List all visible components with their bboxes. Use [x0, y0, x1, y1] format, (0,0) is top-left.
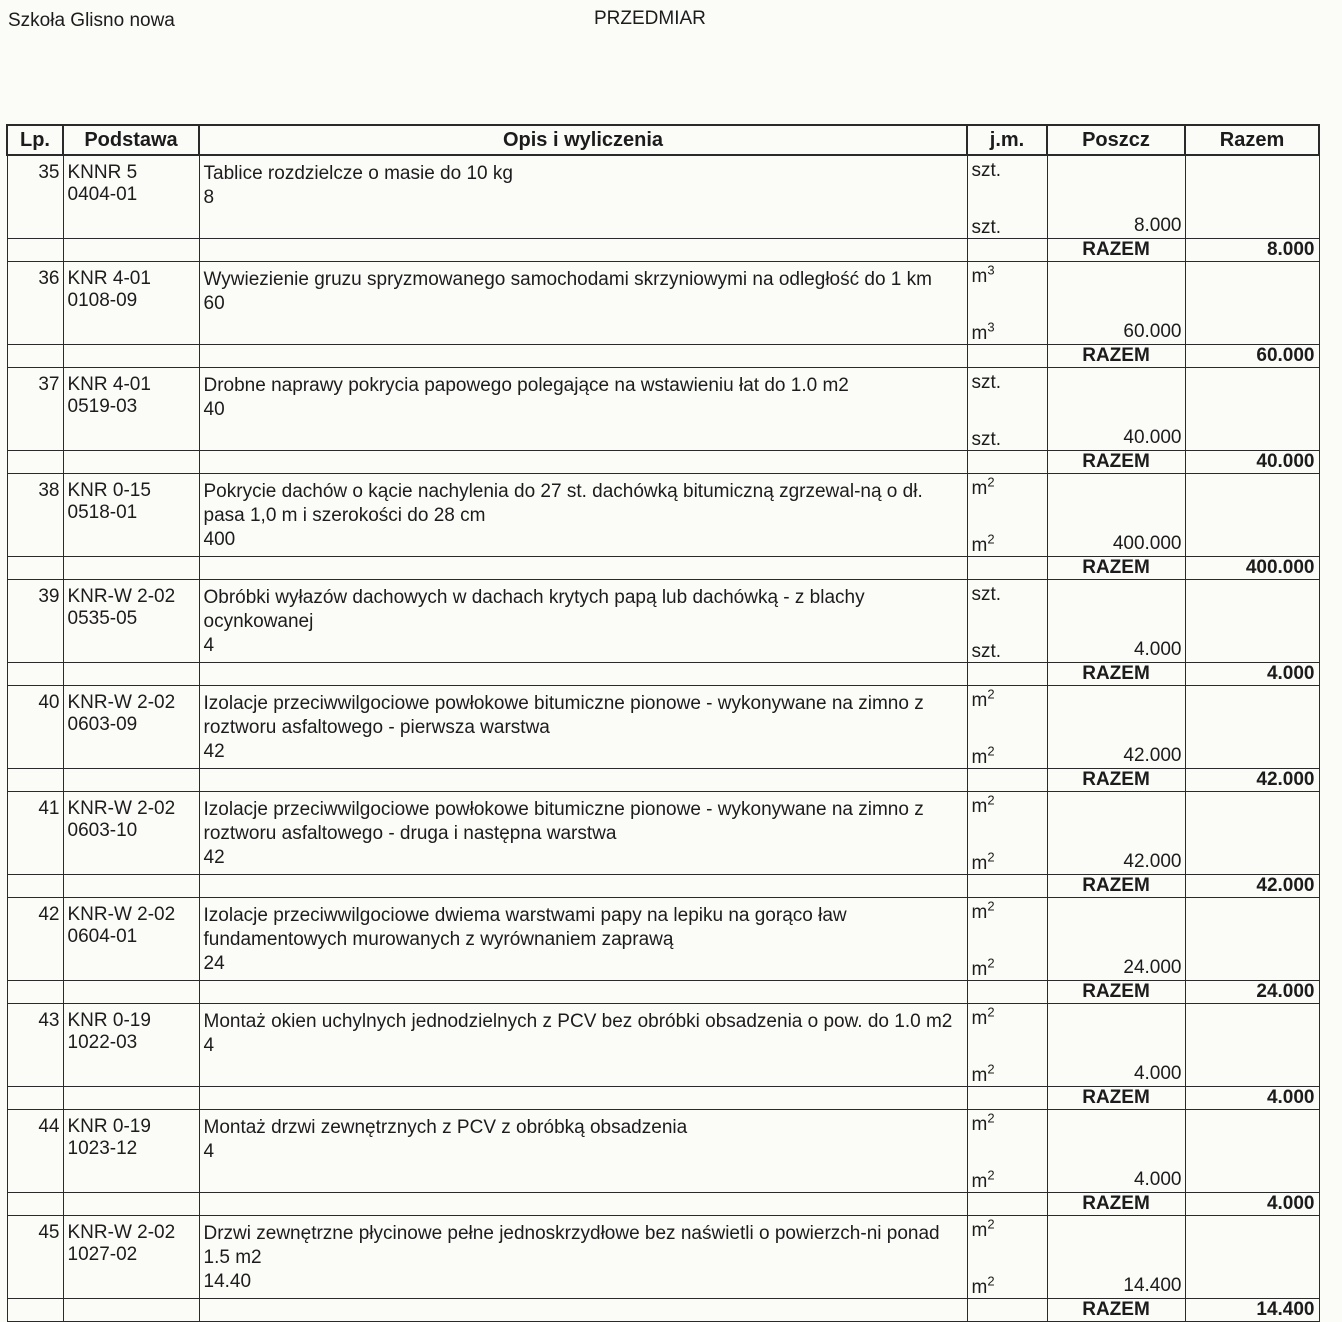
summary-label: RAZEM — [1047, 1193, 1185, 1216]
summary-label: RAZEM — [1047, 663, 1185, 686]
summary-empty — [7, 875, 63, 898]
summary-empty — [63, 875, 199, 898]
row-number: 45 — [7, 1216, 63, 1299]
poszcz-value: 8.000 — [1133, 215, 1182, 236]
row-poszcz — [1047, 686, 1185, 769]
unit-label: $m^2$ — [971, 474, 995, 499]
row-unit — [967, 1004, 1047, 1087]
row-razem-empty — [1185, 262, 1319, 345]
row-razem-empty — [1185, 1216, 1319, 1299]
row-basis — [63, 368, 199, 451]
table-row — [7, 1110, 1319, 1193]
summary-empty — [199, 981, 967, 1004]
summary-empty — [967, 1193, 1047, 1216]
unit-label: szt. — [971, 429, 1002, 450]
poszcz-value: 24.000 — [1123, 957, 1182, 978]
row-basis — [63, 898, 199, 981]
summary-empty — [199, 1087, 967, 1110]
basis-catalog: KNR 0-19 — [67, 1116, 151, 1137]
summary-label: RAZEM — [1047, 239, 1185, 262]
header-poszcz: Poszcz — [1047, 125, 1185, 155]
table-row — [7, 1004, 1319, 1087]
basis-catalog: KNR-W 2-02 — [67, 798, 176, 819]
header-podstawa: Podstawa — [63, 125, 199, 155]
unit-label: $m^2$ — [971, 743, 995, 768]
poszcz-value: 42.000 — [1123, 745, 1182, 766]
row-unit — [967, 1216, 1047, 1299]
table-row — [7, 898, 1319, 981]
row-number: 41 — [7, 792, 63, 875]
summary-empty — [63, 1193, 199, 1216]
unit-label: $m^2$ — [971, 1061, 995, 1086]
summary-row — [7, 451, 1319, 474]
row-unit — [967, 792, 1047, 875]
basis-catalog: KNR 4-01 — [67, 374, 151, 395]
summary-empty — [967, 769, 1047, 792]
row-razem-empty — [1185, 898, 1319, 981]
row-unit — [967, 898, 1047, 981]
summary-empty — [7, 1087, 63, 1110]
row-description — [199, 1110, 967, 1193]
description-text: Izolacje przeciwwilgociowe powłokowe bitumiczne pionowe - wykonywane na zimno z roztworu asfaltowego - pierwsza warstwa — [203, 693, 924, 738]
header-lp: Lp. — [7, 125, 63, 155]
summary-row — [7, 981, 1319, 1004]
summary-row — [7, 557, 1319, 580]
row-razem-empty — [1185, 1004, 1319, 1087]
summary-label: RAZEM — [1047, 875, 1185, 898]
row-number: 44 — [7, 1110, 63, 1193]
summary-row — [7, 769, 1319, 792]
basis-position: 0603-10 — [67, 820, 138, 841]
row-basis — [63, 1004, 199, 1087]
unit-label: szt. — [971, 372, 1002, 393]
basis-catalog: KNR-W 2-02 — [67, 586, 176, 607]
summary-value: 14.400 — [1185, 1299, 1319, 1322]
calculation-value: 42 — [203, 741, 225, 762]
table-row — [7, 580, 1319, 663]
summary-value: 42.000 — [1185, 769, 1319, 792]
summary-value: 42.000 — [1185, 875, 1319, 898]
row-basis — [63, 262, 199, 345]
row-number: 38 — [7, 474, 63, 557]
basis-catalog: KNR-W 2-02 — [67, 692, 176, 713]
basis-catalog: KNNR 5 — [67, 162, 138, 183]
table-body — [7, 155, 1319, 1322]
poszcz-value: 14.400 — [1123, 1275, 1182, 1296]
description-text: Montaż drzwi zewnętrznych z PCV z obróbką obsadzenia — [203, 1117, 688, 1138]
table-row — [7, 262, 1319, 345]
poszcz-value: 42.000 — [1123, 851, 1182, 872]
header-razem: Razem — [1185, 125, 1319, 155]
row-number: 43 — [7, 1004, 63, 1087]
header-jm: j.m. — [967, 125, 1047, 155]
summary-empty — [199, 239, 967, 262]
calculation-value: 8 — [203, 187, 215, 208]
basis-catalog: KNR 4-01 — [67, 268, 151, 289]
summary-value: 60.000 — [1185, 345, 1319, 368]
summary-empty — [967, 239, 1047, 262]
row-basis — [63, 155, 199, 239]
row-number: 35 — [7, 155, 63, 239]
row-poszcz — [1047, 1004, 1185, 1087]
table-row — [7, 474, 1319, 557]
unit-label: $m^2$ — [971, 792, 995, 817]
basis-position: 1022-03 — [67, 1032, 138, 1053]
row-poszcz — [1047, 1110, 1185, 1193]
calculation-value: 4 — [203, 1035, 215, 1056]
summary-label: RAZEM — [1047, 1087, 1185, 1110]
basis-catalog: KNR 0-15 — [67, 480, 151, 501]
summary-empty — [7, 451, 63, 474]
calculation-value: 14.40 — [203, 1271, 252, 1292]
row-razem-empty — [1185, 368, 1319, 451]
calculation-value: 42 — [203, 847, 225, 868]
calculation-value: 4 — [203, 635, 215, 656]
summary-empty — [967, 557, 1047, 580]
unit-label: $m^2$ — [971, 898, 995, 923]
row-poszcz — [1047, 262, 1185, 345]
description-text: Izolacje przeciwwilgociowe powłokowe bitumiczne pionowe - wykonywane na zimno z roztworu asfaltowego - druga i następna warstwa — [203, 799, 924, 844]
row-basis — [63, 1216, 199, 1299]
row-description — [199, 368, 967, 451]
summary-empty — [63, 451, 199, 474]
calculation-value: 40 — [203, 399, 225, 420]
unit-label: $m^2$ — [971, 686, 995, 711]
summary-value: 24.000 — [1185, 981, 1319, 1004]
poszcz-value: 4.000 — [1133, 1063, 1182, 1084]
row-razem-empty — [1185, 580, 1319, 663]
description-text: Pokrycie dachów o kącie nachylenia do 27 st. dachówką bitumiczną zgrzewal-ną o dł. pasa 1,0 m i szerokości do 28 cm — [203, 481, 923, 526]
row-poszcz — [1047, 792, 1185, 875]
row-razem-empty — [1185, 155, 1319, 239]
summary-row — [7, 663, 1319, 686]
row-poszcz — [1047, 1216, 1185, 1299]
summary-empty — [199, 451, 967, 474]
summary-label: RAZEM — [1047, 769, 1185, 792]
calculation-value: 400 — [203, 529, 236, 550]
unit-label: $m^3$ — [971, 319, 995, 344]
summary-empty — [7, 981, 63, 1004]
unit-label: $m^2$ — [971, 955, 995, 980]
summary-empty — [63, 1299, 199, 1322]
summary-empty — [199, 769, 967, 792]
table-row — [7, 686, 1319, 769]
row-razem-empty — [1185, 1110, 1319, 1193]
row-basis — [63, 792, 199, 875]
description-text: Tablice rozdzielcze o masie do 10 kg — [203, 163, 513, 184]
basis-catalog: KNR 0-19 — [67, 1010, 151, 1031]
calculation-value: 4 — [203, 1141, 215, 1162]
summary-empty — [199, 557, 967, 580]
basis-position: 0404-01 — [67, 184, 138, 205]
summary-value: 8.000 — [1185, 239, 1319, 262]
basis-position: 0518-01 — [67, 502, 138, 523]
row-unit — [967, 686, 1047, 769]
summary-empty — [63, 663, 199, 686]
row-poszcz — [1047, 368, 1185, 451]
description-text: Izolacje przeciwwilgociowe dwiema warstwami papy na lepiku na gorąco ław fundamentowych murowanych z wyrównaniem zaprawą — [203, 905, 847, 950]
row-number: 37 — [7, 368, 63, 451]
row-poszcz — [1047, 474, 1185, 557]
summary-value: 400.000 — [1185, 557, 1319, 580]
school-name: Szkoła Glisno nowa — [8, 10, 175, 31]
summary-label: RAZEM — [1047, 981, 1185, 1004]
calculation-value: 24 — [203, 953, 225, 974]
unit-label: $m^2$ — [971, 1004, 995, 1029]
row-description — [199, 898, 967, 981]
bill-of-quantities-table — [6, 124, 1320, 1322]
summary-empty — [199, 345, 967, 368]
poszcz-value: 40.000 — [1123, 427, 1182, 448]
summary-empty — [63, 239, 199, 262]
summary-row — [7, 1299, 1319, 1322]
summary-empty — [63, 1087, 199, 1110]
unit-label: $m^2$ — [971, 1216, 995, 1241]
summary-label: RAZEM — [1047, 451, 1185, 474]
summary-empty — [7, 663, 63, 686]
row-number: 36 — [7, 262, 63, 345]
basis-position: 0108-09 — [67, 290, 138, 311]
summary-empty — [967, 981, 1047, 1004]
poszcz-value: 4.000 — [1133, 1169, 1182, 1190]
summary-empty — [7, 769, 63, 792]
unit-label: szt. — [971, 217, 1002, 238]
summary-empty — [63, 981, 199, 1004]
unit-label: szt. — [971, 160, 1002, 181]
unit-label: szt. — [971, 641, 1002, 662]
row-unit — [967, 580, 1047, 663]
summary-label: RAZEM — [1047, 345, 1185, 368]
table-row — [7, 792, 1319, 875]
poszcz-value: 4.000 — [1133, 639, 1182, 660]
summary-empty — [7, 345, 63, 368]
row-description — [199, 1004, 967, 1087]
row-description — [199, 792, 967, 875]
unit-label: szt. — [971, 584, 1002, 605]
row-unit — [967, 474, 1047, 557]
summary-empty — [967, 451, 1047, 474]
row-basis — [63, 474, 199, 557]
summary-empty — [199, 1193, 967, 1216]
summary-row — [7, 1087, 1319, 1110]
summary-row — [7, 345, 1319, 368]
row-unit — [967, 368, 1047, 451]
row-description — [199, 1216, 967, 1299]
row-basis — [63, 1110, 199, 1193]
summary-empty — [967, 1087, 1047, 1110]
summary-row — [7, 875, 1319, 898]
description-text: Drobne naprawy pokrycia papowego polegające na wstawieniu łat do 1.0 m2 — [203, 375, 849, 396]
poszcz-value: 400.000 — [1112, 533, 1182, 554]
unit-label: $m^2$ — [971, 849, 995, 874]
summary-value: 40.000 — [1185, 451, 1319, 474]
row-description — [199, 686, 967, 769]
unit-label: $m^2$ — [971, 1110, 995, 1135]
basis-position: 1023-12 — [67, 1138, 138, 1159]
table-row — [7, 1216, 1319, 1299]
summary-empty — [967, 1299, 1047, 1322]
basis-position: 0535-05 — [67, 608, 138, 629]
row-unit — [967, 155, 1047, 239]
basis-catalog: KNR-W 2-02 — [67, 904, 176, 925]
row-razem-empty — [1185, 686, 1319, 769]
row-number: 42 — [7, 898, 63, 981]
description-text: Drzwi zewnętrzne płycinowe pełne jednoskrzydłowe bez naświetli o powierzch-ni ponad 1.5 m2 — [203, 1223, 940, 1268]
summary-value: 4.000 — [1185, 1087, 1319, 1110]
row-description — [199, 580, 967, 663]
summary-label: RAZEM — [1047, 1299, 1185, 1322]
row-description — [199, 474, 967, 557]
row-description — [199, 262, 967, 345]
unit-label: $m^2$ — [971, 531, 995, 556]
row-unit — [967, 262, 1047, 345]
unit-label: $m^2$ — [971, 1273, 995, 1298]
summary-empty — [63, 345, 199, 368]
summary-empty — [199, 663, 967, 686]
calculation-value: 60 — [203, 293, 225, 314]
summary-empty — [63, 769, 199, 792]
summary-empty — [199, 875, 967, 898]
summary-row — [7, 239, 1319, 262]
row-unit — [967, 1110, 1047, 1193]
summary-row — [7, 1193, 1319, 1216]
summary-empty — [7, 1193, 63, 1216]
row-description — [199, 155, 967, 239]
summary-empty — [199, 1299, 967, 1322]
basis-position: 0519-03 — [67, 396, 138, 417]
unit-label: $m^2$ — [971, 1167, 995, 1192]
row-number: 40 — [7, 686, 63, 769]
basis-position: 1027-02 — [67, 1244, 138, 1265]
summary-empty — [967, 663, 1047, 686]
row-razem-empty — [1185, 792, 1319, 875]
unit-label: $m^3$ — [971, 262, 995, 287]
table-header-row — [7, 125, 1319, 155]
document-title: PRZEDMIAR — [594, 8, 706, 29]
row-basis — [63, 580, 199, 663]
row-poszcz — [1047, 155, 1185, 239]
description-text: Wywiezienie gruzu spryzmowanego samochodami skrzyniowymi na odległość do 1 km — [203, 269, 932, 290]
summary-empty — [967, 345, 1047, 368]
summary-empty — [967, 875, 1047, 898]
summary-empty — [7, 1299, 63, 1322]
table-row — [7, 155, 1319, 239]
row-poszcz — [1047, 580, 1185, 663]
basis-position: 0604-01 — [67, 926, 138, 947]
table-row — [7, 368, 1319, 451]
summary-value: 4.000 — [1185, 1193, 1319, 1216]
basis-catalog: KNR-W 2-02 — [67, 1222, 176, 1243]
row-basis — [63, 686, 199, 769]
summary-empty — [7, 557, 63, 580]
row-poszcz — [1047, 898, 1185, 981]
summary-label: RAZEM — [1047, 557, 1185, 580]
description-text: Montaż okien uchylnych jednodzielnych z PCV bez obróbki obsadzenia o pow. do 1.0 m2 — [203, 1011, 953, 1032]
poszcz-value: 60.000 — [1123, 321, 1182, 342]
header-opis: Opis i wyliczenia — [199, 125, 967, 155]
row-number: 39 — [7, 580, 63, 663]
description-text: Obróbki wyłazów dachowych w dachach krytych papą lub dachówką - z blachy ocynkowanej — [203, 587, 865, 632]
row-razem-empty — [1185, 474, 1319, 557]
summary-empty — [7, 239, 63, 262]
basis-position: 0603-09 — [67, 714, 138, 735]
summary-value: 4.000 — [1185, 663, 1319, 686]
summary-empty — [63, 557, 199, 580]
